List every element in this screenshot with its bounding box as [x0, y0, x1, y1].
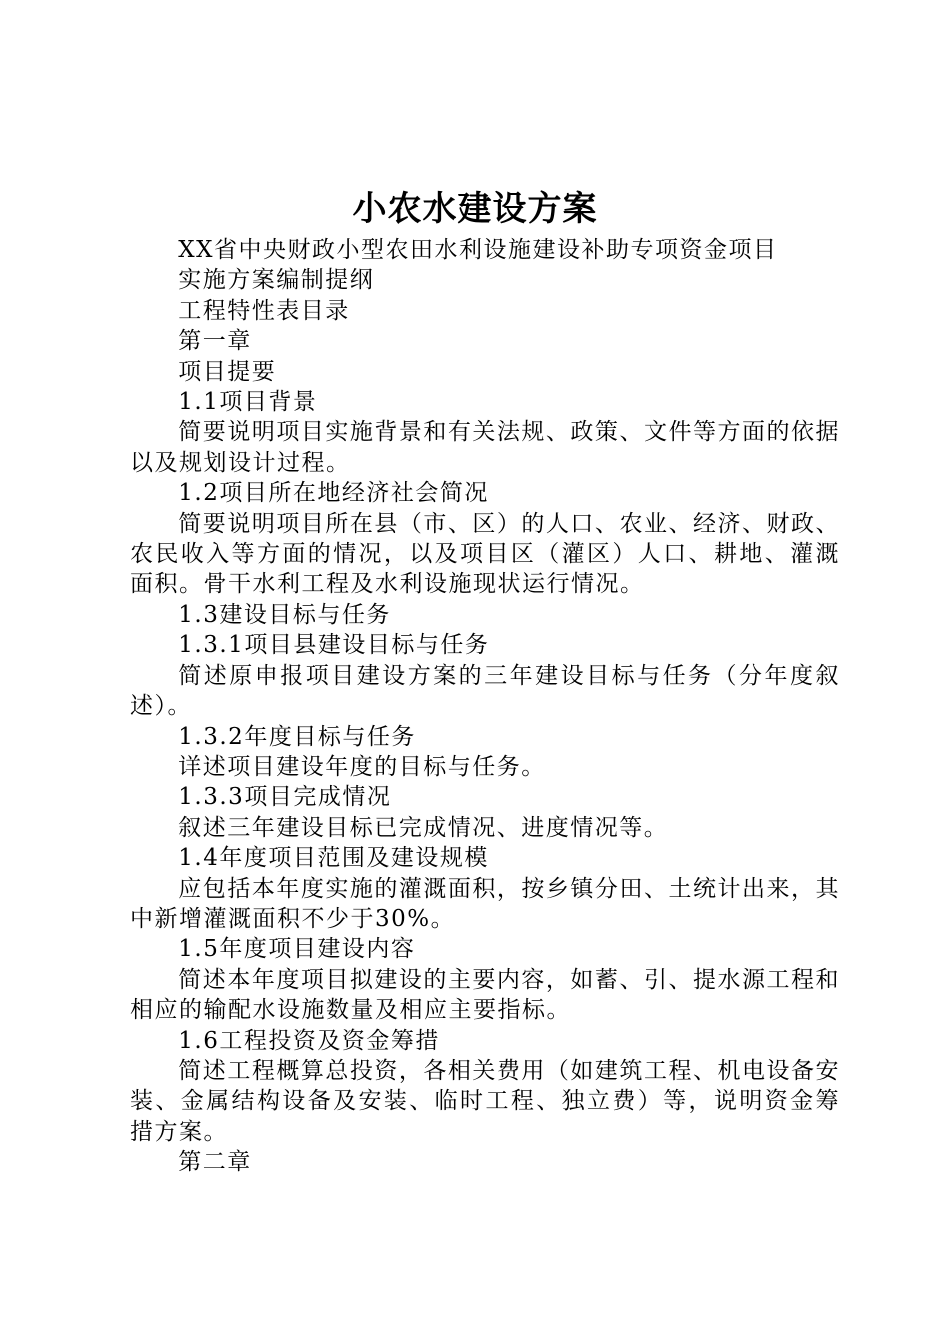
section-paragraph: 简述原申报项目建设方案的三年建设目标与任务（分年度叙述）。 — [130, 662, 840, 720]
section-paragraph: 简述本年度项目拟建设的主要内容，如蓄、引、提水源工程和相应的输配水设施数量及相应主要指标。 — [130, 966, 840, 1024]
section-paragraph: 叙述三年建设目标已完成情况、进度情况等。 — [178, 814, 669, 841]
chapter-heading: 第二章 — [178, 1149, 252, 1176]
chapter-title: 项目提要 — [178, 358, 277, 385]
chapter-heading: 第一章 — [178, 328, 252, 355]
section-paragraph: 简述工程概算总投资，各相关费用（如建筑工程、机电设备安装、金属结构设备及安装、临时工程、独立费）等，说明资金筹措方案。 — [130, 1057, 840, 1145]
section-paragraph: 简要说明项目所在县（市、区）的人口、农业、经济、财政、农民收入等方面的情况，以及项目区（灌区）人口、耕地、灌溉面积。骨干水利工程及水利设施现状运行情况。 — [130, 510, 840, 598]
section-heading: 1.3建设目标与任务 — [178, 601, 391, 628]
subsection-heading: 1.3.1项目县建设目标与任务 — [178, 632, 490, 659]
document-body — [130, 235, 840, 1178]
section-heading: 1.2项目所在地经济社会简况 — [178, 480, 489, 507]
section-heading: 1.6工程投资及资金筹措 — [178, 1027, 440, 1054]
section-heading: 1.5年度项目建设内容 — [178, 936, 416, 963]
toc-heading: 工程特性表目录 — [178, 297, 350, 324]
section-paragraph: 简要说明项目实施背景和有关法规、政策、文件等方面的依据以及规划设计过程。 — [130, 419, 840, 476]
section-paragraph: 应包括本年度实施的灌溉面积，按乡镇分田、土统计出来，其中新增灌溉面积不少于30%。 — [130, 875, 840, 932]
section-heading: 1.4年度项目范围及建设规模 — [178, 845, 489, 872]
section-paragraph: 详述项目建设年度的目标与任务。 — [178, 753, 546, 780]
subsection-heading: 1.3.3项目完成情况 — [178, 784, 392, 811]
section-heading: 1.1项目背景 — [178, 389, 318, 416]
subtitle-line-2: 实施方案编制提纲 — [178, 267, 375, 294]
subsection-heading: 1.3.2年度目标与任务 — [178, 723, 416, 750]
document-title: 小农水建设方案 — [352, 189, 598, 229]
subtitle-line-1: XX省中央财政小型农田水利设施建设补助专项资金项目 — [178, 237, 778, 263]
